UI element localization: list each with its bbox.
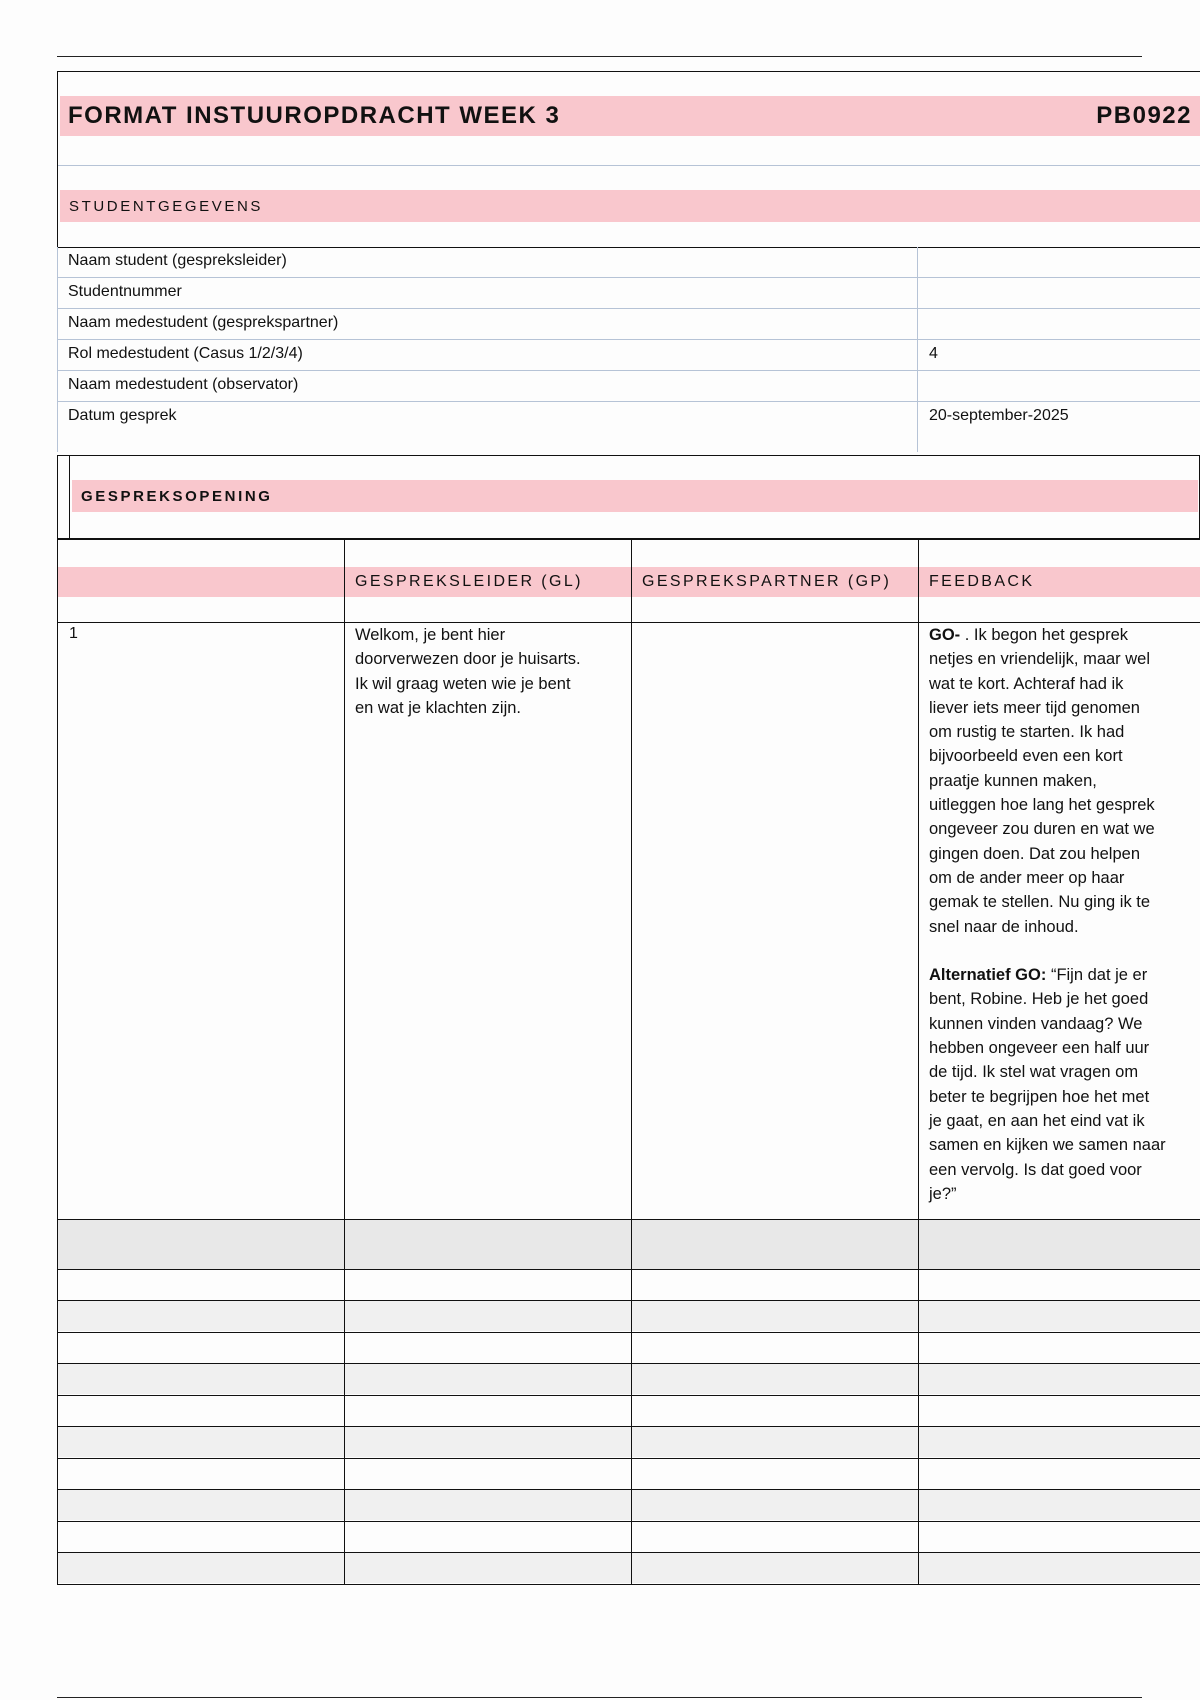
divider [58, 165, 1200, 166]
row-border [57, 1395, 1200, 1396]
info-row-student-name [57, 247, 1200, 278]
info-row-student-number [57, 278, 1200, 309]
alternative-lead: Alternatief GO: [929, 966, 1047, 985]
section-title: STUDENTGEGEVENS [69, 197, 264, 215]
column-border [57, 539, 58, 1585]
bottom-rule [57, 1697, 1142, 1698]
row-border [57, 1332, 1200, 1333]
column-header-gp [632, 567, 918, 597]
column-header-label: FEEDBACK [929, 573, 1035, 590]
page-title: FORMAT INSTUUROPDRACHT WEEK 3 [68, 102, 561, 129]
table-row-shaded [57, 1490, 1200, 1520]
top-rule [57, 56, 1142, 57]
row-border [57, 1521, 1200, 1522]
info-row-date [57, 402, 1200, 452]
info-value[interactable]: 20-september-2025 [929, 407, 1069, 424]
info-value[interactable]: 4 [929, 345, 938, 362]
table-row-shaded [57, 1364, 1200, 1394]
alternative-body: “Fijn dat je er bent, Robine. Heb je het goed kunnen vinden vandaag? We hebben ongeveer een half uur de tijd. Ik stel wat vragen om beter te begrijpen hoe het met je gaat, en aan het eind vat ik samen en kijken we samen naar een vervolg. Is dat goed voor je?” [929, 966, 1166, 1203]
feedback-lead: GO- [929, 626, 961, 644]
feedback-text [929, 623, 1199, 1206]
info-row-partner-role [57, 340, 1200, 371]
info-label: Naam medestudent (observator) [68, 376, 299, 393]
opening-inner-border [69, 456, 70, 538]
info-label: Naam medestudent (gesprekspartner) [68, 314, 339, 331]
info-label: Datum gesprek [68, 407, 177, 424]
column-header-feedback [919, 567, 1200, 597]
column-border [344, 539, 345, 1585]
info-row-partner-name [57, 309, 1200, 340]
row-border [57, 1489, 1200, 1490]
row-border [57, 1552, 1200, 1553]
document-code: PB0922 [1096, 102, 1192, 129]
table-row-shaded [57, 1553, 1200, 1583]
column-header-gl [345, 567, 631, 597]
row-border [57, 622, 1200, 623]
info-label: Rol medestudent (Casus 1/2/3/4) [68, 345, 303, 362]
row-border [57, 1458, 1200, 1459]
row-border [57, 1426, 1200, 1427]
header-frame [57, 71, 1200, 248]
info-label: Naam student (gespreksleider) [68, 252, 287, 269]
section-heading-studentgegevens [60, 190, 1200, 222]
row-number: 1 [69, 625, 78, 642]
opening-section [57, 455, 1200, 539]
info-label: Studentnummer [68, 283, 182, 300]
column-border [631, 539, 632, 1585]
info-row-observer-name [57, 371, 1200, 402]
section-title: GESPREKSOPENING [81, 487, 273, 505]
column-header-number [57, 567, 344, 597]
row-border [57, 1584, 1200, 1585]
feedback-body: . Ik begon het gesprek netjes en vriendelijk, maar wel wat te kort. Achteraf had ik liever iets meer tijd genomen om rustig te starten. Ik had bijvoorbeeld even een kort praatje kunnen maken, uitleggen hoe lang het gesprek ongeveer zou duren en wat we gingen doen. Dat zou helpen om de ander meer op haar gemak te stellen. Nu ging ik te snel naar de inhoud. [929, 626, 1155, 936]
table-row-shaded [57, 1219, 1200, 1269]
column-header-label: GESPREKSPARTNER (GP) [642, 573, 892, 590]
gl-utterance: Welkom, je bent hier doorverwezen door je huisarts. Ik wil graag weten wie je bent en wat je klachten zijn. [355, 626, 581, 717]
row-border [57, 1300, 1200, 1301]
table-row-shaded [57, 1301, 1200, 1331]
section-heading-gespreksopening [72, 480, 1198, 512]
row-border [57, 539, 1200, 540]
column-header-label: GESPREKSLEIDER (GL) [355, 573, 583, 590]
table-row-shaded [57, 1427, 1200, 1457]
row-border [57, 1363, 1200, 1364]
row-border [57, 1219, 1200, 1220]
title-band [60, 96, 1200, 136]
row-border [57, 1269, 1200, 1270]
column-border [918, 539, 919, 1585]
